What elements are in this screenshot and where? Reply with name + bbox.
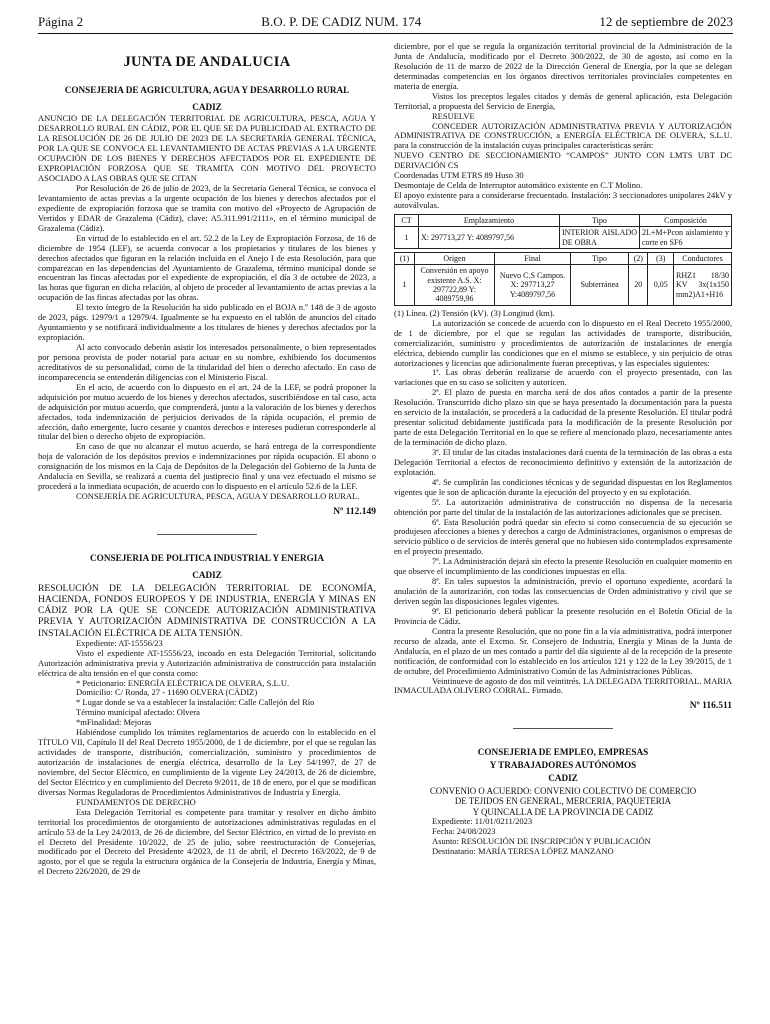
table-header: Tipo [560, 214, 640, 226]
notice-title: RESOLUCIÓN DE LA DELEGACIÓN TERRITORIAL DE ECONOMÍA, HACIENDA, FONDOS EUROPEOS Y DE INDUSTRIA, ENERGÍA Y MINAS EN CÁDIZ POR LA QUE SE CONCEDE AUTORIZACIÓN ADMINISTRATIVA PREVIA Y AUTORIZACIÓN ADMINISTRATIVA DE CONSTRUCCIÓN A LA INSTALACIÓN ELÉCTRICA DE ALTA TENSIÓN. [38, 582, 376, 639]
table-header: CT [395, 214, 419, 226]
paragraph: Por Resolución de 26 de julio de 2023, de la Secretaría General Técnica, se convoca el levantamiento de actas previas a la urgente ocupación de los bienes y derechos afectados por el expediente de expropiación forzosa que se tramita con motivo del «Proyecto de Agrupación de Vertidos y EDAR de Grazalema (Cádiz), clave: A5.311.991/2111», en el término municipal de Grazalema (Cádiz). [38, 183, 376, 233]
table-cell: INTERIOR AISLADO DE OBRA [560, 227, 640, 249]
table-header: (2) [629, 253, 648, 265]
notice-number: Nº 112.149 [333, 507, 376, 518]
separator [513, 728, 613, 729]
table-header: (3) [648, 253, 674, 265]
section-heading: CONSEJERIA DE EMPLEO, EMPRESAS [477, 747, 649, 758]
condition: 7ª. La Administración dejará sin efecto la presente Resolución en cualquier momento en que observe el incumplimiento de las condiciones impuestas en ella. [394, 556, 732, 577]
issue-date: 12 de septiembre de 2023 [599, 14, 733, 29]
paragraph: Esta Delegación Territorial es competente para tramitar y resolver en dicho ámbito territorial los procedimientos de otorgamiento de autorizaciones administrativas reguladas en el artículo 53 de la Ley 24/2013, de 26 de diciembre, del Sector Eléctrico, en virtud de lo previsto en el Decreto del Presidente 10/2022, de 25 de julio, sobre reestructuración de Consejerías, modificado por el Decreto del Presidente 4/2023, de 11 de abril, el Decreto 163/2022, de 9 de agosto, por el que se regula la estructura orgánica de la Consejería de Industria, Energía y Minas, el Decreto 226/2020, de 29 de [38, 806, 376, 877]
paragraph: Coordenadas UTM ETRS 89 Huso 30 [394, 170, 524, 181]
section-subheading: CADIZ [192, 569, 222, 580]
resuelve-label: RESUELVE [432, 110, 475, 121]
condition: 3ª. El titular de las citadas instalaciones dará cuenta de la terminación de las obras a esta Delegación Territorial a efectos de reconocimiento definitivo y extensión de la autorización de explotación. [394, 446, 732, 477]
detail-line: * Peticionario: ENERGÍA ELÉCTRICA DE OLVERA, S.L.U. [76, 677, 290, 688]
detail-line: Fecha: 24/08/2023 [432, 825, 496, 836]
journal-title: B.O. P. DE CADIZ NUM. 174 [261, 14, 422, 29]
paragraph: En el acto, de acuerdo con lo dispuesto en el art. 24 de la LEF, se podrá proponer la adquisición por mutuo acuerdo de los bienes y derechos afectados, suscribiéndose en tal caso, acta de adquisición por mutuo acuerdo, que comprenderá, junto a la valoración de los bienes y derechos afectados, toda indemnización de perjuicios derivados de la rápida ocupación, el premio de afección, daño emergente, lucro cesante y cuantos derechos e intereses pudieran corresponderle al titular del bien o derecho objeto de expropiación. [38, 381, 376, 442]
table-cell: 20 [629, 265, 648, 305]
table-cell: 1 [395, 227, 419, 249]
table-header: Origen [415, 253, 495, 265]
signature-line: Veintinueve de agosto de dos mil veintitrés. LA DELEGADA TERRITORIAL. MARIA INMACULADA OLIVERO CORRAL. Firmado. [394, 675, 732, 696]
table-cell: Conversión en apoyo existente A.S. X: 297722,89 Y: 4089759,96 [415, 265, 495, 305]
table-cell: RHZ1 18/30 KV 3x(1x150 mm2)A1+H16 [674, 265, 732, 305]
table-legend: (1) Línea. (2) Tensión (kV). (3) Longitud (km). [394, 307, 555, 318]
detail-line: *mFinalidad: Mejoras [76, 717, 152, 728]
detail-line: Destinatario: MARÍA TERESA LÓPEZ MANZANO [432, 845, 614, 856]
paragraph: Desmontaje de Celda de Interruptor automático existente en C.T Molino. [394, 180, 643, 191]
table-header: Final [495, 253, 571, 265]
paragraph: Habiéndose cumplido los trámites reglamentarios de acuerdo con lo establecido en el TÍTULO VII, Capítulo II del Real Decreto 1955/2000, de 1 de diciembre, por el que se regulan las actividades de transporte, distribución, comercialización, suministro y procedimientos de autorización de instalaciones de energía eléctrica, desarrollo de la Ley 54/1997, de 27 de noviembre, del Sector Eléctrico, en cumplimiento de la vigente Ley 24/2013, de 26 de diciembre, del Sector Eléctrico y en cumplimiento del Decreto 9/2011, de 18 de enero, por el que se modifican diversas Normas Reguladoras de Procedimientos Administrativos de Industria y Energía. [38, 727, 376, 797]
table-cell: Subterránea [571, 265, 629, 305]
right-column [394, 42, 732, 1017]
condition: 4ª. Se cumplirán las condiciones técnicas y de seguridad dispuestas en los Reglamentos vigentes que le son de aplicación durante la ejecución del proyecto y en su explotación. [394, 476, 732, 497]
condition: 8ª. En tales supuestos la administración, previo el oportuno expediente, acordará la anulación de la autorización, con todas las consecuencias de Orden administrativo y civil que se deriven según las disposiciones legales vigentes. [394, 576, 732, 606]
paragraph: CONCEDER AUTORIZACIÓN ADMINISTRATIVA PREVIA Y AUTORIZACIÓN ADMINISTRATIVA DE CONSTRUCCIÓN, a ENERGÍA ELÉCTRICA DE OLVERA, S.L.U. para la construcción de la instalación cuyas principales características serán: [394, 120, 732, 151]
paragraph: Visto el expediente AT-15556/23, incoado en esta Delegación Territorial, solicitando Autorización administrativa previa y Autorización administrativa de construcción para instalación eléctrica de alta tensión en el que consta como: [38, 647, 376, 678]
line-table [394, 252, 732, 306]
paragraph: Vistos los preceptos legales citados y demás de general aplicación, esta Delegación Territorial, a propuesta del Servicio de Energía, [394, 90, 732, 111]
paragraph: En virtud de lo establecido en el art. 52.2 de la Ley de Expropiación Forzosa, de 16 de diciembre de 1954 (LEF), se acuerda convocar a los propietarios y titulares de los bienes y derechos afectados que figuran en la relación incluida en el Anejo I de esta Resolución, para que comparezcan en las dependencias del Ayuntamiento de Grazalema, término municipal donde se encuentran las fincas afectadas por el expediente de expropiación, el día 3 de octubre de 2023, a las horas que figuran en dicha relación, al objeto de proceder al levantamiento de actas previas a la ocupación de las fincas afectadas por las obras. [38, 232, 376, 303]
condition: 6ª. Esta Resolución podrá quedar sin efecto si como consecuencia de su ejecución se produjesen afecciones a bienes y derechos a cargo de Administraciones, organismos o empresas de servicio público o de servicios de interés general que no hubiesen sido contemplados expresamente en el proyecto presentado. [394, 516, 732, 557]
table-header: Emplazamiento [419, 214, 560, 226]
notice-title: ANUNCIO DE LA DELEGACIÓN TERRITORIAL DE AGRICULTURA, PESCA, AGUA Y DESARROLLO RURAL EN CÁDIZ, POR EL QUE SE DA PUBLICIDAD AL EXTRACTO DE LA RESOLUCIÓN DE 26 DE JULIO DE 2023 DE LA SECRETARÍA GENERAL TÉCNICA, POR LA QUE SE CONVOCA EL LEVANTAMIENTO DE ACTAS PREVIAS A LA URGENTE OCUPACIÓN DE LOS BIENES Y DERECHOS AFECTADOS POR EL EXPEDIENTE DE EXPROPIACIÓN FORZOSA QUE SE TRAMITA CON MOTIVO DEL PROYECTO ASOCIADO A LAS OBRAS QUE SE CITAN [38, 113, 376, 184]
table-cell: 2L+M+Pcon aislamiento y corte en SF6 [640, 227, 732, 249]
table-header: Conductores [674, 253, 732, 265]
table-header: Tipo [571, 253, 629, 265]
detail-line: Domicilio: C/ Ronda, 27 - 11690 OLVERA (CÁDIZ) [76, 687, 258, 698]
table-cell: X: 297713,27 Y: 4089797,56 [419, 227, 560, 249]
detail-line: Término municipal afectado: Olvera [76, 707, 200, 718]
paragraph: El texto íntegro de la Resolución ha sido publicado en el BOJA n.º 148 de 3 de agosto de 2023, págs. 12979/1 a 12979/4. Igualmente se ha expuesto en el tablón de anuncios del citado Ayuntamiento y se notificará individualmente a los titulares de bienes y derechos afectados por la expropiación. [38, 302, 376, 343]
paragraph: NUEVO CENTRO DE SECCIONAMIENTO “CAMPOS” JUNTO CON LMTS UBT DC DERIVACIÓN CS [394, 150, 732, 171]
paragraph: Al acto convocado deberán asistir los interesados personalmente, o bien representados por persona provista de poder notarial para actuar en su nombre, exhibiendo los documentos acreditativos de su personalidad, como de la titularidad del bien o derecho afectado. En caso de incomparecencia se entenderán diligencias con el Ministerio Fiscal. [38, 342, 376, 382]
left-column [38, 42, 376, 1017]
page-header [38, 14, 733, 32]
separator [157, 534, 257, 535]
table-cell: Nuevo C.S Campos. X: 297713,27 Y:4089797,56 [495, 265, 571, 305]
header-rule [38, 33, 733, 34]
paragraph: En caso de que no alcanzar el mutuo acuerdo, se hará entrega de la correspondiente hoja de valoración de los depósitos previos e indemnizaciones por rápida ocupación. El abono o consignación de los mismos en la Caja de Depósitos de la Delegación del Gobierno de la Junta de Andalucía en Sevilla, se realizará a cuenta del justiprecio final y una vez efectuado el mismo se procederá a la inmediata ocupación, de acuerdo con lo dispuesto en el artículo 52.6 de la LEF. [38, 441, 376, 492]
agreement-title: DE TEJIDOS EN GENERAL, MERCERIA, PAQUETERIA [454, 796, 672, 807]
section-heading: Y TRABAJADORES AUTÓNOMOS [489, 760, 637, 771]
page-number: Página 2 [38, 14, 84, 29]
paragraph: La autorización se concede de acuerdo con lo dispuesto en el Real Decreto 1955/2000, de 1 de diciembre, por el que se regulan las actividades de transporte, distribución, comercialización, suministro y procedimientos de autorización de instalaciones de energía eléctrica, debiendo cumplir las condiciones que en el mismo se establece, y sin perjuicio de otras autorizaciones y licencias que adicionalmente fueran preceptivas, y las especiales siguientes: [394, 317, 732, 368]
condition: 9ª. El peticionario deberá publicar la presente resolución en el Boletín Oficial de la Provincia de Cádiz. [394, 605, 732, 626]
paragraph: CONSEJERÍA DE AGRICULTURA, PESCA, AGUA Y DESARROLLO RURAL. [76, 491, 360, 502]
section-subheading: CADIZ [548, 773, 578, 784]
agreement-title: CONVENIO O ACUERDO: CONVENIO COLECTIVO DE COMERCIO [429, 785, 697, 796]
paragraph: El apoyo existente para a considerarse frecuentado. Instalación: 3 seccionadores unipolares 24kV y autoválvulas. [394, 190, 732, 210]
table-cell: 0,05 [648, 265, 674, 305]
ct-table [394, 214, 732, 249]
condition: 5ª. La autorización administrativa de construcción no dispensa de la necesaria obtención por parte del titular de la instalación de las autorizaciones adicionales que se precisen. [394, 496, 732, 517]
table-cell: 1 [395, 265, 415, 305]
condition: 2ª. El plazo de puesta en marcha será de dos años contados a partir de la presente Resolución. Transcurrido dicho plazo sin que se haya presentado la documentación para la puesta en servicio de la instalación, se procederá a la caducidad de la presente Resolución. El titular podrá presentar solicitud debidamente justificada para la modificación de la presente Resolución por parte de esta Delegación Territorial en lo que se refiere al mencionado plazo, necesariamente antes de la terminación de dicho plazo. [394, 387, 732, 447]
notice-number: Nº 116.511 [689, 701, 732, 712]
table-header: Composición [640, 214, 732, 226]
main-title: JUNTA DE ANDALUCIA [123, 54, 291, 70]
paragraph: Contra la presente Resolución, que no pone fin a la vía administrativa, podrá interponer recurso de alzada, ante el Excmo. Sr. Consejero de Industria, Energía y Minas de la Junta de Andalucía, en el plazo de un mes contado a partir del día siguiente al de la recepción de la presente notificación, de conformidad con lo establecido en los artículos 121 y 122 de la Ley 39/2015, de 1 de octubre, del Procedimiento Administrativo Común de las Administraciones Públicas. [394, 625, 732, 676]
table-row [395, 265, 732, 305]
condition: 1ª. Las obras deberán realizarse de acuerdo con el proyecto presentado, con las variaciones que en su caso se soliciten y autoricen. [394, 367, 732, 388]
agreement-title: Y QUINCALLA DE LA PROVINCIA DE CADIZ [472, 806, 654, 817]
section-heading: CONSEJERIA DE POLITICA INDUSTRIAL Y ENERGIA [90, 553, 324, 564]
expediente-line: Expediente: AT-15556/23 [76, 637, 163, 648]
table-row [395, 227, 732, 249]
section-heading: CONSEJERIA DE AGRICULTURA, AGUA Y DESARROLLO RURAL [64, 84, 350, 95]
paragraph: diciembre, por el que se regula la organización territorial provincial de la Administración de la Junta de Andalucía, modificado por el Decreto 300/2022, de 30 de agosto, así como en la Resolución de 11 de marzo de 2022 de la Dirección General de Energía, por la que se delegan determinadas competencias en los órganos directivos territoriales provinciales competentes en materia de energía. [394, 42, 732, 91]
detail-line: Asunto: RESOLUCIÓN DE INSCRIPCIÓN Y PUBLICACIÓN [432, 835, 651, 846]
section-subheading: CADIZ [192, 101, 222, 112]
detail-line: * Lugar donde se va a establecer la instalación: Calle Callejón del Río [76, 697, 315, 708]
detail-line: Expediente: 11/01/0211/2023 [432, 816, 533, 826]
subheading: FUNDAMENTOS DE DERECHO [76, 796, 196, 807]
table-header: (1) [395, 253, 415, 265]
